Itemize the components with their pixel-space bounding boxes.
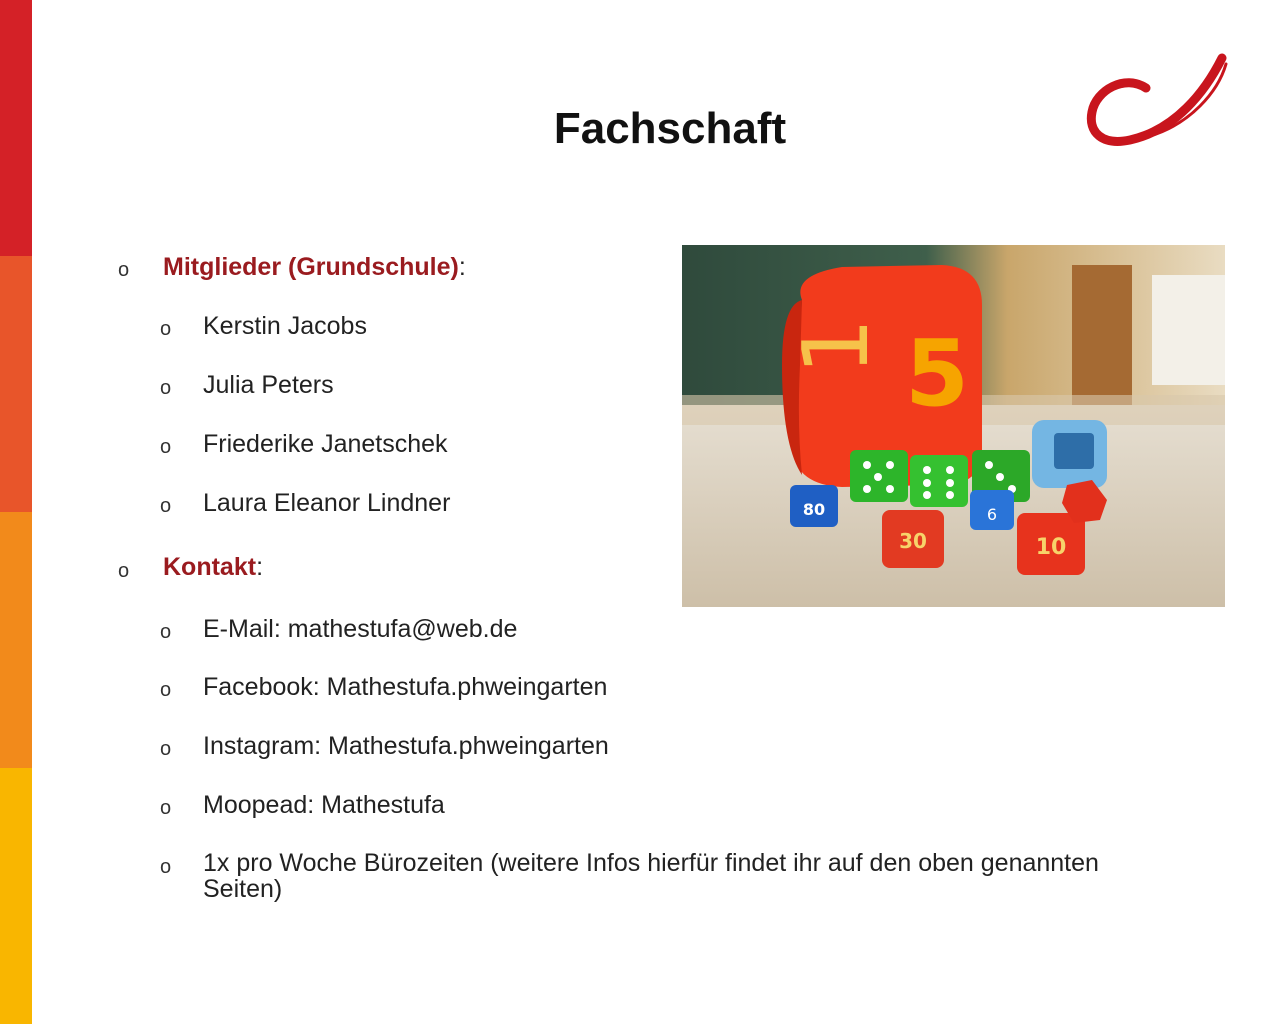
foam-die-label: 5 — [904, 320, 970, 427]
dice-photo-illustration — [682, 245, 1225, 607]
blue-die-label-2: 6 — [986, 505, 998, 524]
heading-suffix: : — [458, 253, 466, 281]
list-item: Laura Eleanor Lindner — [203, 489, 451, 517]
sidebar-band-amber — [0, 512, 32, 768]
page-title: Fachschaft — [553, 104, 787, 153]
bullet-marker: o — [160, 436, 172, 458]
section-heading-members — [163, 253, 466, 281]
members-heading: Mitglieder (Grundschule) — [163, 253, 459, 281]
office-hours-line-1: 1x pro Woche Bürozeiten (weitere Infos hierfür findet ihr auf den oben genannten — [203, 849, 1099, 877]
red-die-label-2: 10 — [1035, 535, 1067, 560]
office-hours-line-2: Seiten) — [203, 875, 283, 903]
contact-moopead: Moopead: Mathestufa — [203, 791, 445, 819]
svg-text:1: 1 — [784, 317, 889, 375]
dice-photo — [682, 245, 1225, 607]
contact-email: E-Mail: mathestufa@web.de — [203, 615, 518, 643]
bullet-marker: o — [118, 560, 130, 582]
bullet-marker: o — [160, 856, 172, 878]
list-item: Kerstin Jacobs — [203, 312, 367, 340]
list-item: Julia Peters — [203, 371, 334, 399]
bullet-marker: o — [160, 318, 172, 340]
contact-heading: Kontakt — [163, 553, 257, 581]
bullet-marker: o — [160, 679, 172, 701]
heading-suffix: : — [256, 553, 264, 581]
sidebar-band-orange — [0, 256, 32, 512]
bullet-marker: o — [160, 797, 172, 819]
swoosh-logo-icon — [1080, 52, 1230, 152]
sidebar-band-yellow — [0, 768, 32, 1024]
bullet-marker: o — [160, 738, 172, 760]
bullet-marker: o — [160, 377, 172, 399]
contact-facebook: Facebook: Mathestufa.phweingarten — [203, 673, 608, 701]
contact-instagram: Instagram: Mathestufa.phweingarten — [203, 732, 609, 760]
bullet-marker: o — [118, 259, 130, 281]
bullet-marker: o — [160, 621, 172, 643]
list-item: Friederike Janetschek — [203, 430, 448, 458]
section-heading-contact — [163, 553, 263, 581]
blue-die-label: 80 — [802, 500, 826, 519]
bullet-marker: o — [160, 495, 172, 517]
red-die-label: 30 — [899, 529, 927, 553]
